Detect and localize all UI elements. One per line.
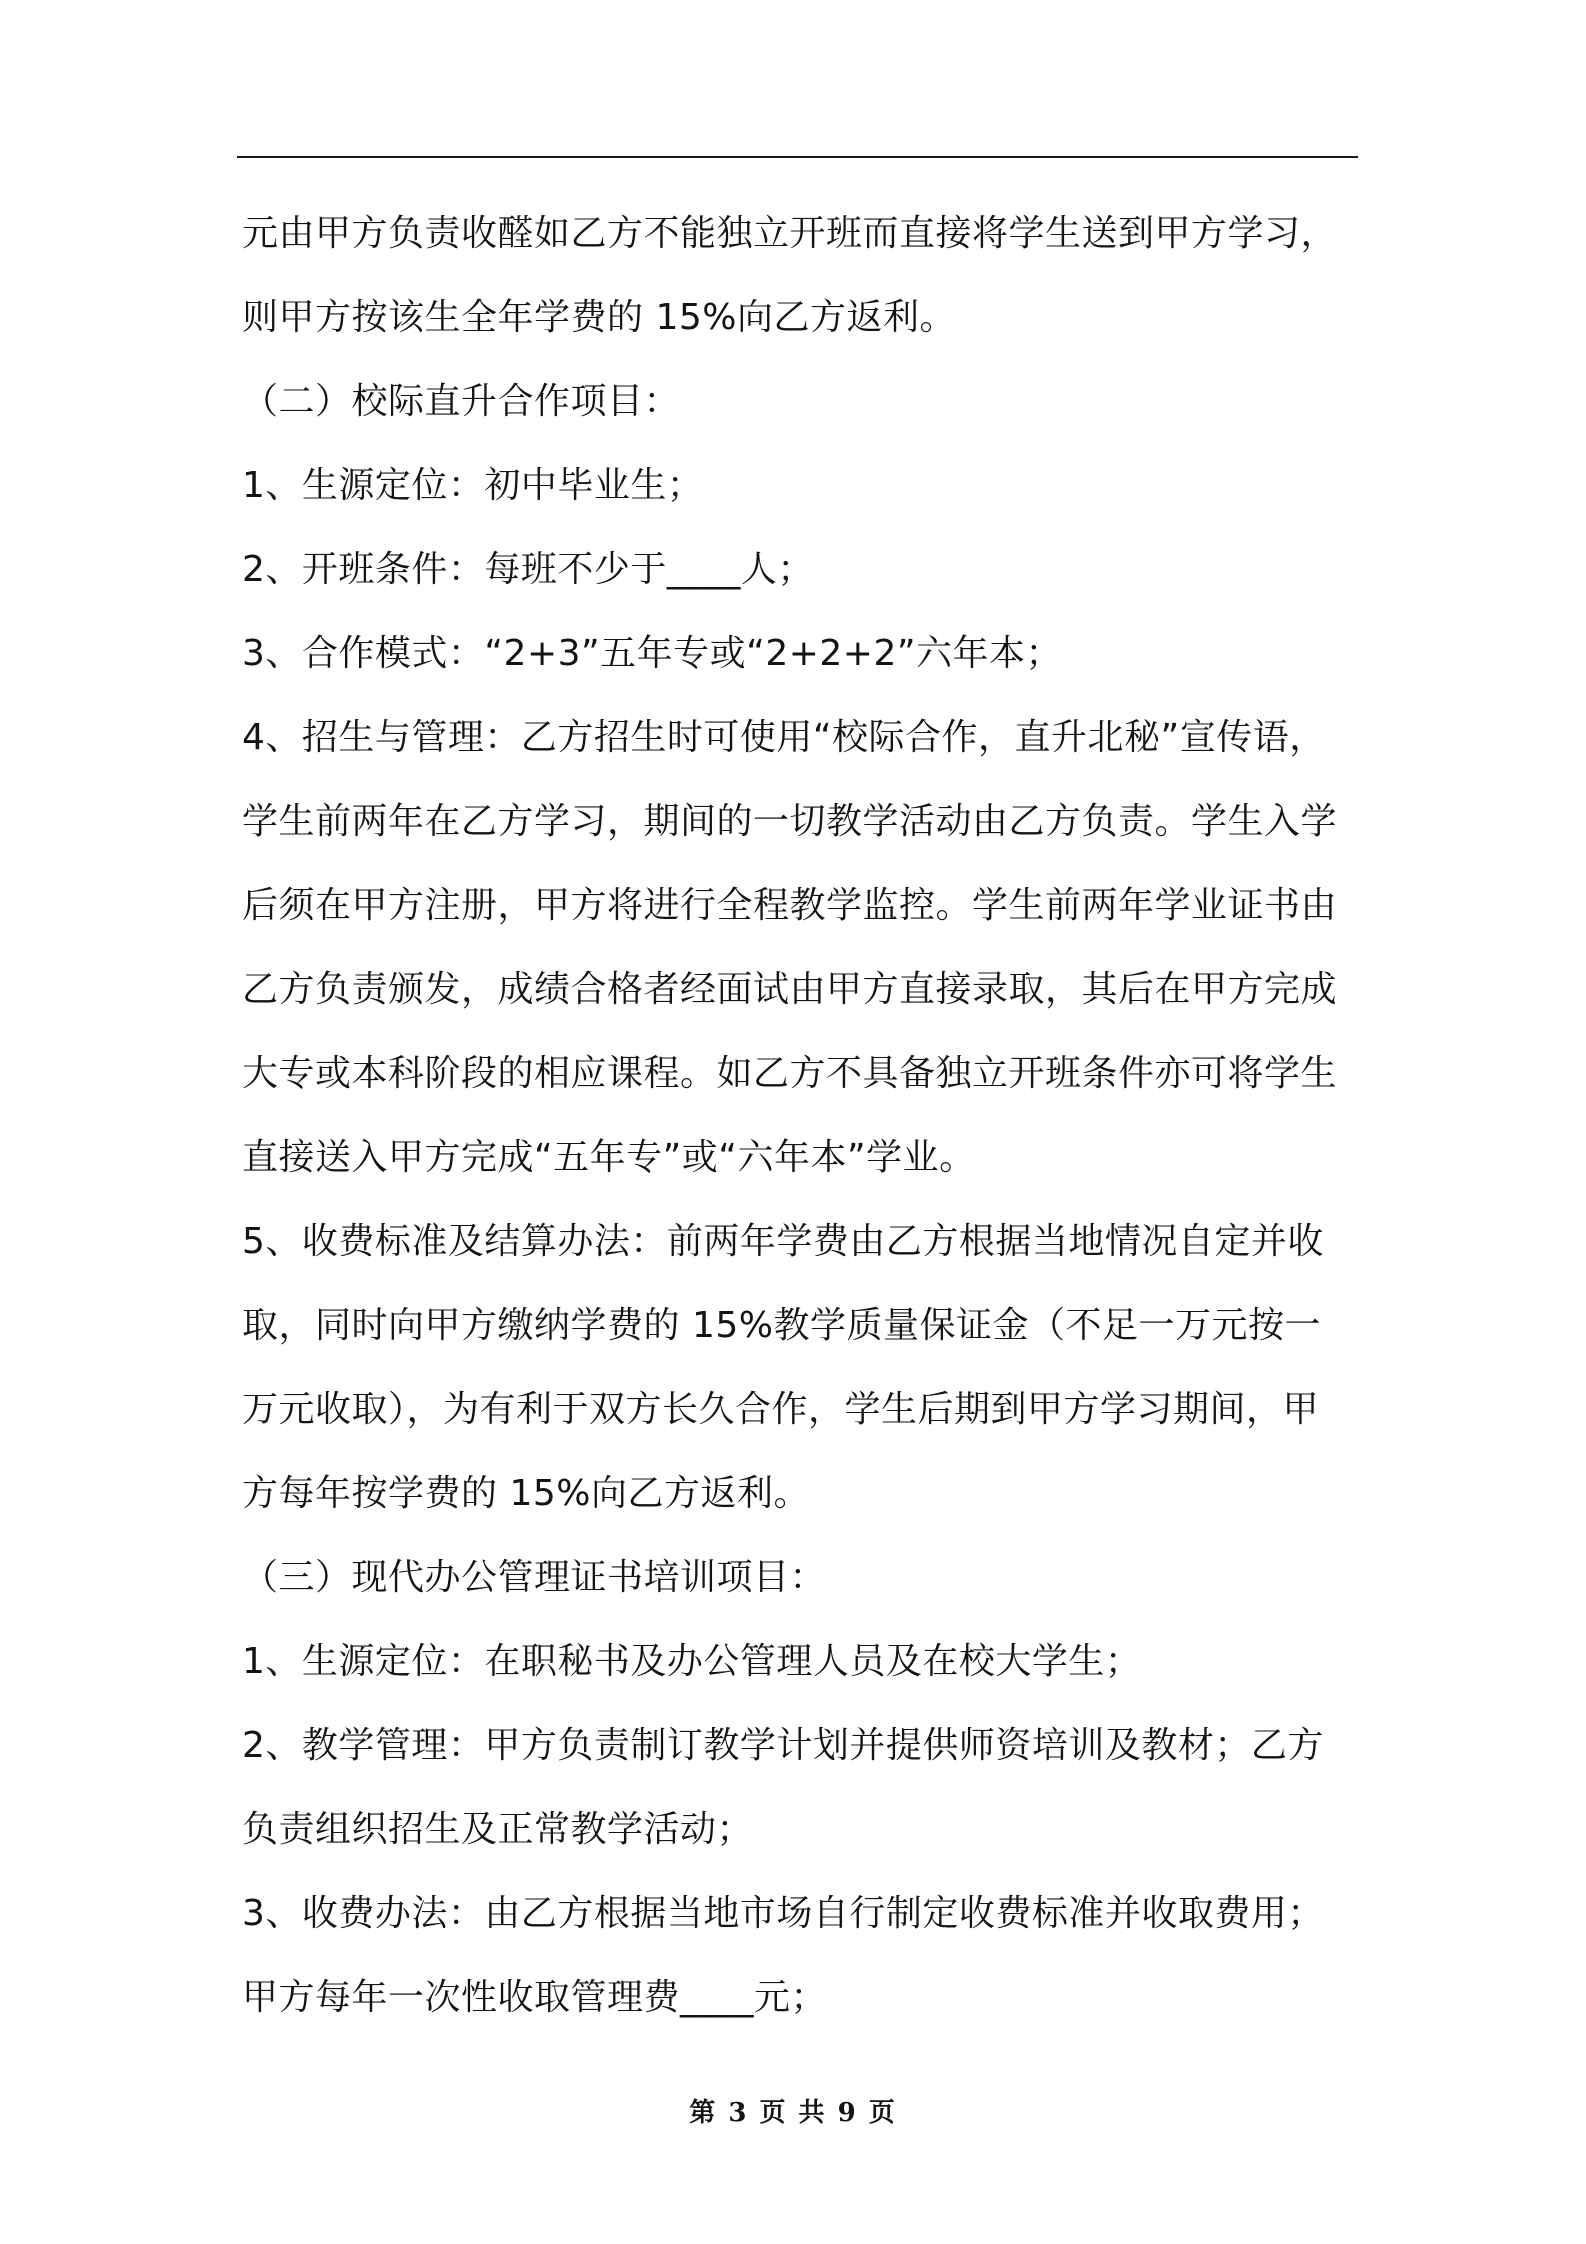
text-line: 学生前两年在乙方学习，期间的一切教学活动由乙方负责。学生入学 <box>242 801 1338 842</box>
text-line: 2、教学管理：甲方负责制订教学计划并提供师资培训及教材；乙方 <box>242 1725 1324 1766</box>
text-line: 乙方负责颁发，成绩合格者经面试由甲方直接录取，其后在甲方完成 <box>242 969 1338 1010</box>
document-body <box>242 192 1372 2040</box>
text-line: 后须在甲方注册，甲方将进行全程教学监控。学生前两年学业证书由 <box>242 885 1338 926</box>
text-line: 4、招生与管理：乙方招生时可使用“校际合作，直升北秘”宣传语， <box>242 717 1326 758</box>
text-line: 大专或本科阶段的相应课程。如乙方不具备独立开班条件亦可将学生 <box>242 1053 1338 1094</box>
text-line: 直接送入甲方完成“五年专”或“六年本”学业。 <box>242 1137 976 1178</box>
text-line: 1、生源定位：初中毕业生； <box>242 465 704 506</box>
text-line: 2、开班条件：每班不少于____人； <box>242 549 814 590</box>
text-line: 取，同时向甲方缴纳学费的 15%教学质量保证金（不足一万元按一 <box>242 1305 1321 1346</box>
text-line: 甲方每年一次性收取管理费____元； <box>242 1977 828 2018</box>
text-line: 元由甲方负责收醛如乙方不能独立开班而直接将学生送到甲方学习， <box>242 213 1338 254</box>
text-line: 1、生源定位：在职秘书及办公管理人员及在校大学生； <box>242 1641 1142 1682</box>
text-line: 3、收费办法：由乙方根据当地市场自行制定收费标准并收取费用； <box>242 1893 1324 1934</box>
text-line: 则甲方按该生全年学费的 15%向乙方返利。 <box>242 297 956 338</box>
header-rule <box>237 156 1358 158</box>
text-line: 负责组织招生及正常教学活动； <box>242 1809 754 1850</box>
section-heading: （二）校际直升合作项目： <box>242 381 681 422</box>
text-line: 3、合作模式：“2+3”五年专或“2+2+2”六年本； <box>242 633 1063 674</box>
text-line: 5、收费标准及结算办法：前两年学费由乙方根据当地情况自定并收 <box>242 1221 1324 1262</box>
text-line: 方每年按学费的 15%向乙方返利。 <box>242 1473 810 1514</box>
section-heading: （三）现代办公管理证书培训项目： <box>242 1557 827 1598</box>
text-line: 万元收取），为有利于双方长久合作，学生后期到甲方学习期间，甲 <box>242 1389 1320 1430</box>
page-number-footer: 第 3 页 共 9 页 <box>689 2098 897 2128</box>
